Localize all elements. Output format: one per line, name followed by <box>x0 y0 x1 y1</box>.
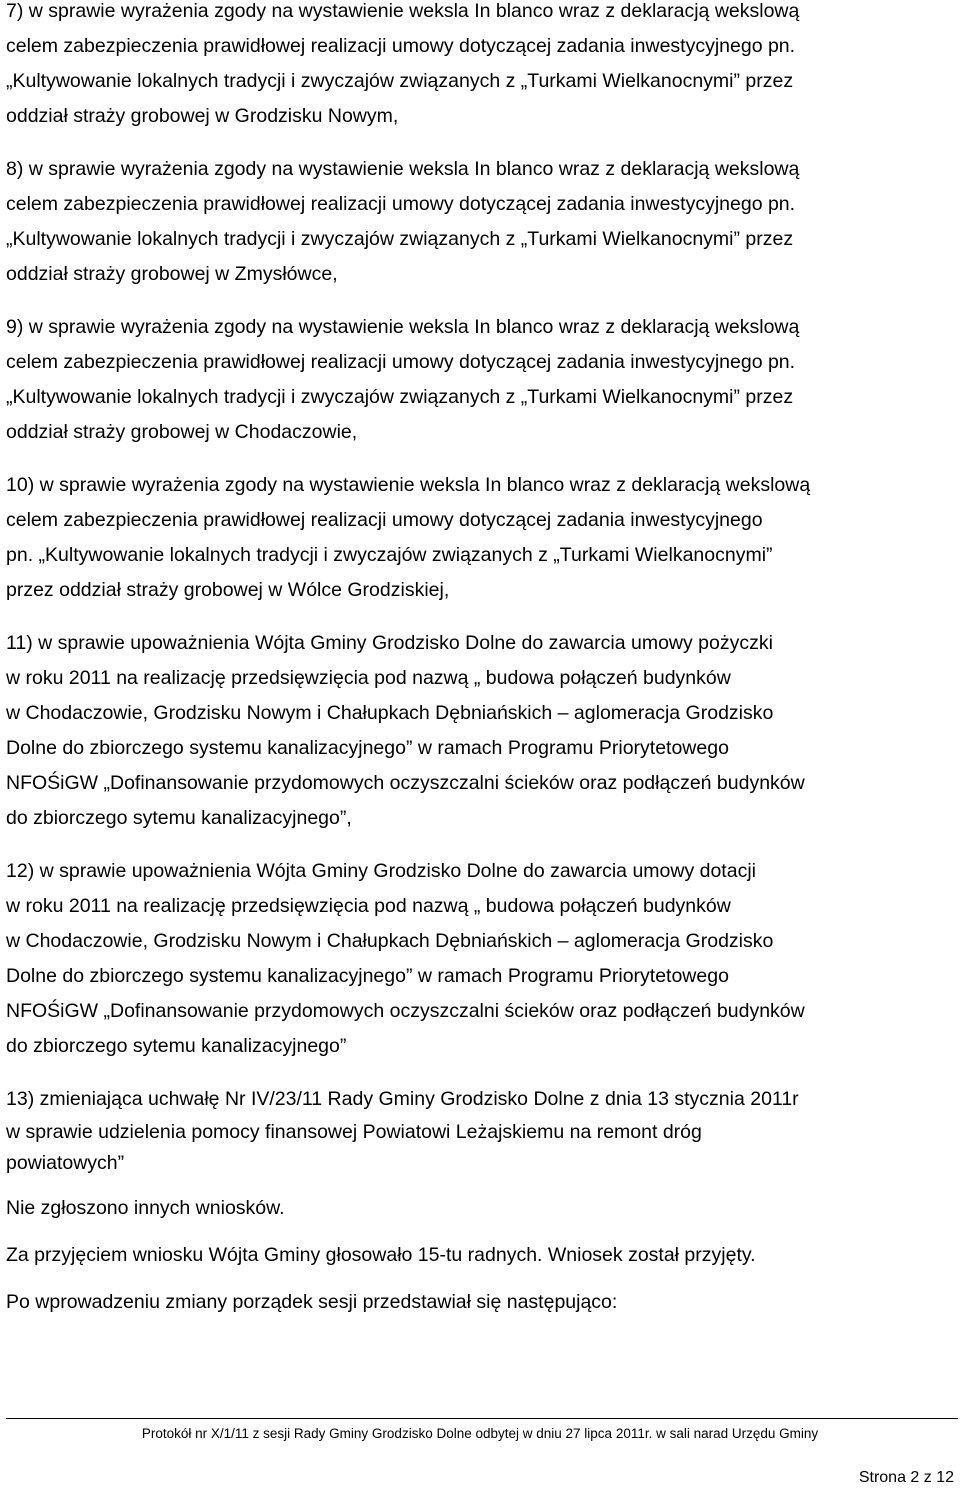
resolution-item-11 <box>6 626 954 836</box>
text-line: „Kultywowanie lokalnych tradycji i zwyczajów związanych z „Turkami Wielkanocnymi” przez <box>6 228 794 250</box>
text-line: celem zabezpieczenia prawidłowej realizacji umowy dotyczącej zadania inwestycyjnego <box>6 509 763 531</box>
text-line: 10) w sprawie wyrażenia zgody na wystawienie weksla In blanco wraz z deklaracją wekslową <box>6 474 811 496</box>
page-number: Strona 2 z 12 <box>858 1469 954 1486</box>
text-line: 7) w sprawie wyrażenia zgody na wystawienie weksla In blanco wraz z deklaracją wekslową <box>6 0 800 22</box>
text-line: w Chodaczowie, Grodzisku Nowym i Chałupkach Dębniańskich – aglomeracja Grodzisko <box>6 702 774 724</box>
text-line: 9) w sprawie wyrażenia zgody na wystawienie weksla In blanco wraz z deklaracją wekslową <box>6 316 800 338</box>
text-line: w roku 2011 na realizację przedsięwzięcia pod nazwą „ budowa połączeń budynków <box>6 895 731 917</box>
text-line: w sprawie udzielenia pomocy finansowej Powiatowi Leżajskiemu na remont dróg <box>6 1121 702 1143</box>
vote-result-text: Za przyjęciem wniosku Wójta Gminy głosowało 15-tu radnych. Wniosek został przyjęty. <box>6 1244 756 1266</box>
resolution-item-9 <box>6 310 954 450</box>
text-line: Dolne do zbiorczego systemu kanalizacyjnego” w ramach Programu Priorytetowego <box>6 737 729 759</box>
document-page <box>6 0 954 1320</box>
text-line: celem zabezpieczenia prawidłowej realizacji umowy dotyczącej zadania inwestycyjnego pn. <box>6 35 796 57</box>
text-line: celem zabezpieczenia prawidłowej realizacji umowy dotyczącej zadania inwestycyjnego pn. <box>6 351 796 373</box>
text-line: 13) zmieniająca uchwałę Nr IV/23/11 Rady Gminy Grodzisko Dolne z dnia 13 stycznia 2011r <box>6 1088 799 1110</box>
text-line: Dolne do zbiorczego systemu kanalizacyjnego” w ramach Programu Priorytetowego <box>6 965 729 987</box>
text-line: 8) w sprawie wyrażenia zgody na wystawienie weksla In blanco wraz z deklaracją wekslową <box>6 158 800 180</box>
text-line: w Chodaczowie, Grodzisku Nowym i Chałupkach Dębniańskich – aglomeracja Grodzisko <box>6 930 774 952</box>
text-line: „Kultywowanie lokalnych tradycji i zwyczajów związanych z „Turkami Wielkanocnymi” przez <box>6 386 794 408</box>
text-line: powiatowych” <box>6 1152 125 1174</box>
resolution-item-8 <box>6 152 954 292</box>
text-line: przez oddział straży grobowej w Wólce Grodziskiej, <box>6 579 450 601</box>
text-line: „Kultywowanie lokalnych tradycji i zwyczajów związanych z „Turkami Wielkanocnymi” przez <box>6 70 794 92</box>
text-line: 12) w sprawie upoważnienia Wójta Gminy Grodzisko Dolne do zawarcia umowy dotacji <box>6 860 756 882</box>
footer-protocol-text: Protokół nr X/1/11 z sesji Rady Gminy Grodzisko Dolne odbytej w dniu 27 lipca 2011r. w sali narad Urzędu Gminy <box>141 1426 819 1441</box>
text-line: do zbiorczego sytemu kanalizacyjnego”, <box>6 807 352 829</box>
text-line: 11) w sprawie upoważnienia Wójta Gminy Grodzisko Dolne do zawarcia umowy pożyczki <box>6 632 773 654</box>
text-line: do zbiorczego sytemu kanalizacyjnego” <box>6 1035 347 1057</box>
text-line: oddział straży grobowej w Chodaczowie, <box>6 421 358 443</box>
text-line: oddział straży grobowej w Grodzisku Nowym, <box>6 105 399 127</box>
no-other-motions-text: Nie zgłoszono innych wniosków. <box>6 1197 285 1219</box>
resolution-item-13 <box>6 1082 954 1179</box>
resolution-item-7 <box>6 0 954 134</box>
resolution-item-12 <box>6 854 954 1064</box>
footer-divider <box>6 1418 958 1419</box>
text-line: NFOŚiGW „Dofinansowanie przydomowych oczyszczalni ścieków oraz podłączeń budynków <box>6 772 805 794</box>
text-line: pn. „Kultywowanie lokalnych tradycji i zwyczajów związanych z „Turkami Wielkanocnymi” <box>6 544 773 566</box>
text-line: celem zabezpieczenia prawidłowej realizacji umowy dotyczącej zadania inwestycyjnego pn. <box>6 193 796 215</box>
text-line: w roku 2011 na realizację przedsięwzięcia pod nazwą „ budowa połączeń budynków <box>6 667 731 689</box>
text-line: NFOŚiGW „Dofinansowanie przydomowych oczyszczalni ścieków oraz podłączeń budynków <box>6 1000 805 1022</box>
resolution-item-10 <box>6 468 954 608</box>
agenda-intro-text: Po wprowadzeniu zmiany porządek sesji przedstawiał się następująco: <box>6 1291 618 1313</box>
text-line: oddział straży grobowej w Zmysłówce, <box>6 263 338 285</box>
